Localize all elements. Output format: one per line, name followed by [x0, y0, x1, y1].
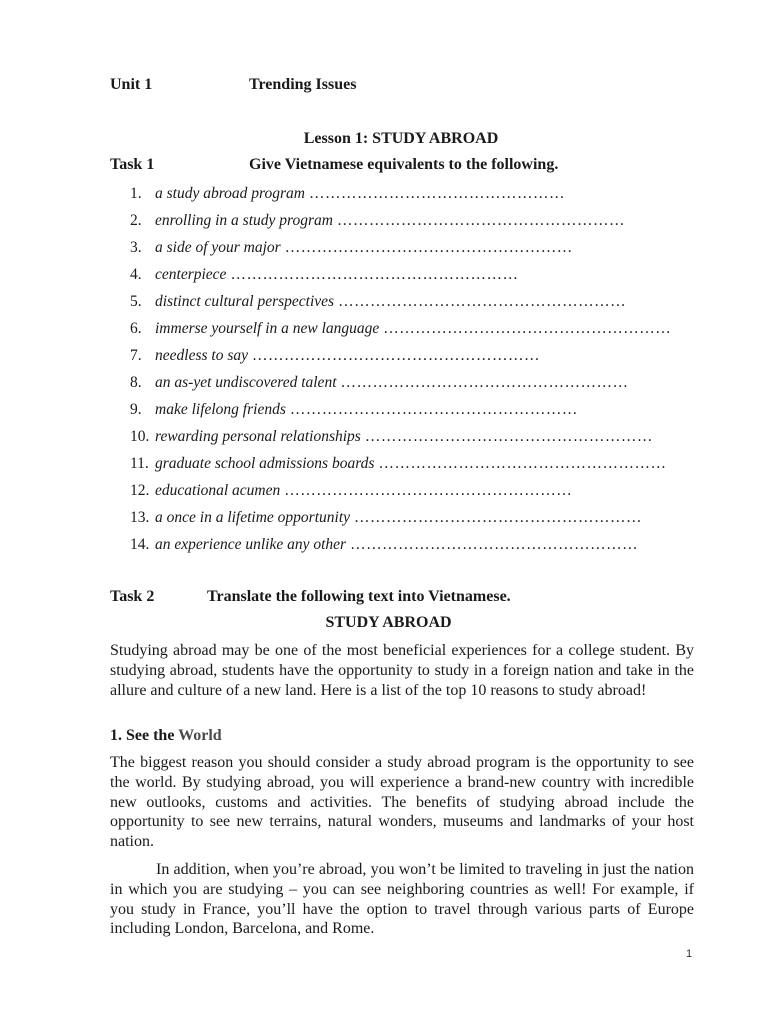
unit-title: Trending Issues [249, 76, 357, 93]
section-paragraph-2: In addition, when you’re abroad, you won’t be limited to traveling in just the nation in which you are studying – you can see neighboring countries as well! For example, if you study in France, you’ll have the option to travel through various parts of Europe including London, Barcelona, and Rome. [110, 861, 694, 938]
list-item [130, 291, 671, 318]
list-item [130, 345, 671, 372]
section-heading-link-word: World [178, 727, 222, 744]
answer-blank: ……………………………………………… [289, 401, 578, 418]
list-item [130, 507, 671, 534]
item-number: 7. [130, 347, 142, 364]
answer-blank: ……………………………………………… [364, 428, 653, 445]
item-term: enrolling in a study program [155, 212, 333, 229]
section-heading-prefix: 1. See the [110, 727, 179, 744]
item-number: 9. [130, 401, 142, 418]
section-paragraph-1: The biggest reason you should consider a study abroad program is the opportunity to see the world. By studying abroad, you will experience a brand-new country with incredible new outlooks, customs and activities. The benefits of studying abroad include the opportunity to see new terrains, natural wonders, museums and landmarks of your host nation. [110, 754, 694, 851]
item-term: distinct cultural perspectives [155, 293, 335, 310]
item-number: 8. [130, 374, 142, 391]
unit-header [110, 76, 357, 94]
item-number: 13. [130, 509, 150, 526]
answer-blank: ……………………………………………… [251, 347, 540, 364]
item-term: rewarding personal relationships [155, 428, 361, 445]
item-number: 11. [130, 455, 149, 472]
list-item [130, 210, 671, 237]
text-title: STUDY ABROAD [325, 614, 452, 631]
item-term: a side of your major [155, 239, 281, 256]
task1-instruction: Give Vietnamese equivalents to the following. [249, 156, 559, 173]
task2-label: Task 2 [110, 588, 155, 605]
answer-blank: ……………………………………………… [338, 293, 627, 310]
task1-label: Task 1 [110, 156, 155, 173]
list-item [130, 426, 671, 453]
list-item [130, 183, 671, 210]
item-number: 5. [130, 293, 142, 310]
list-item [130, 372, 671, 399]
unit-label: Unit 1 [110, 76, 153, 93]
item-term: make lifelong friends [155, 401, 286, 418]
item-term: graduate school admissions boards [155, 455, 375, 472]
vocabulary-list [130, 183, 671, 561]
list-item [130, 534, 671, 561]
item-term: a study abroad program [155, 185, 305, 202]
item-term: immerse yourself in a new language [155, 320, 380, 337]
answer-blank: ……………………………………………… [284, 482, 573, 499]
item-number: 1. [130, 185, 142, 202]
answer-blank: ……………………………………………… [340, 374, 629, 391]
item-number: 4. [130, 266, 142, 283]
list-item [130, 453, 671, 480]
section-heading [110, 727, 222, 745]
item-term: a once in a lifetime opportunity [155, 509, 351, 526]
answer-blank: ……………………………………………… [284, 239, 573, 256]
answer-blank: ……………………………………………… [354, 509, 643, 526]
task2-header [110, 588, 670, 606]
list-item [130, 318, 671, 345]
answer-blank: ……………………………………………… [350, 536, 639, 553]
item-number: 10. [130, 428, 150, 445]
item-term: needless to say [155, 347, 248, 364]
item-term: an as-yet undiscovered talent [155, 374, 337, 391]
list-item [130, 399, 671, 426]
task2-instruction: Translate the following text into Vietnamese. [207, 588, 511, 605]
answer-blank: ……………………………………………… [378, 455, 667, 472]
answer-blank: ……………………………………………… [336, 212, 625, 229]
item-number: 14. [130, 536, 150, 553]
answer-blank: ………………………………………… [308, 185, 565, 202]
answer-blank: ……………………………………………… [383, 320, 672, 337]
item-term: an experience unlike any other [155, 536, 347, 553]
answer-blank: ……………………………………………… [230, 266, 519, 283]
item-number: 6. [130, 320, 142, 337]
list-item [130, 480, 671, 507]
item-number: 3. [130, 239, 142, 256]
list-item [130, 237, 671, 264]
item-number: 2. [130, 212, 142, 229]
lesson-title: Lesson 1: STUDY ABROAD [303, 130, 499, 147]
intro-paragraph: Studying abroad may be one of the most beneficial experiences for a college student. By studying abroad, students have the opportunity to study in a foreign nation and take in the allure and culture of a new land. Here is a list of the top 10 reasons to study abroad! [110, 642, 694, 699]
task1-header [110, 156, 670, 174]
item-term: centerpiece [155, 266, 227, 283]
list-item [130, 264, 671, 291]
item-term: educational acumen [155, 482, 281, 499]
item-number: 12. [130, 482, 150, 499]
page-number: 1 [686, 948, 693, 960]
